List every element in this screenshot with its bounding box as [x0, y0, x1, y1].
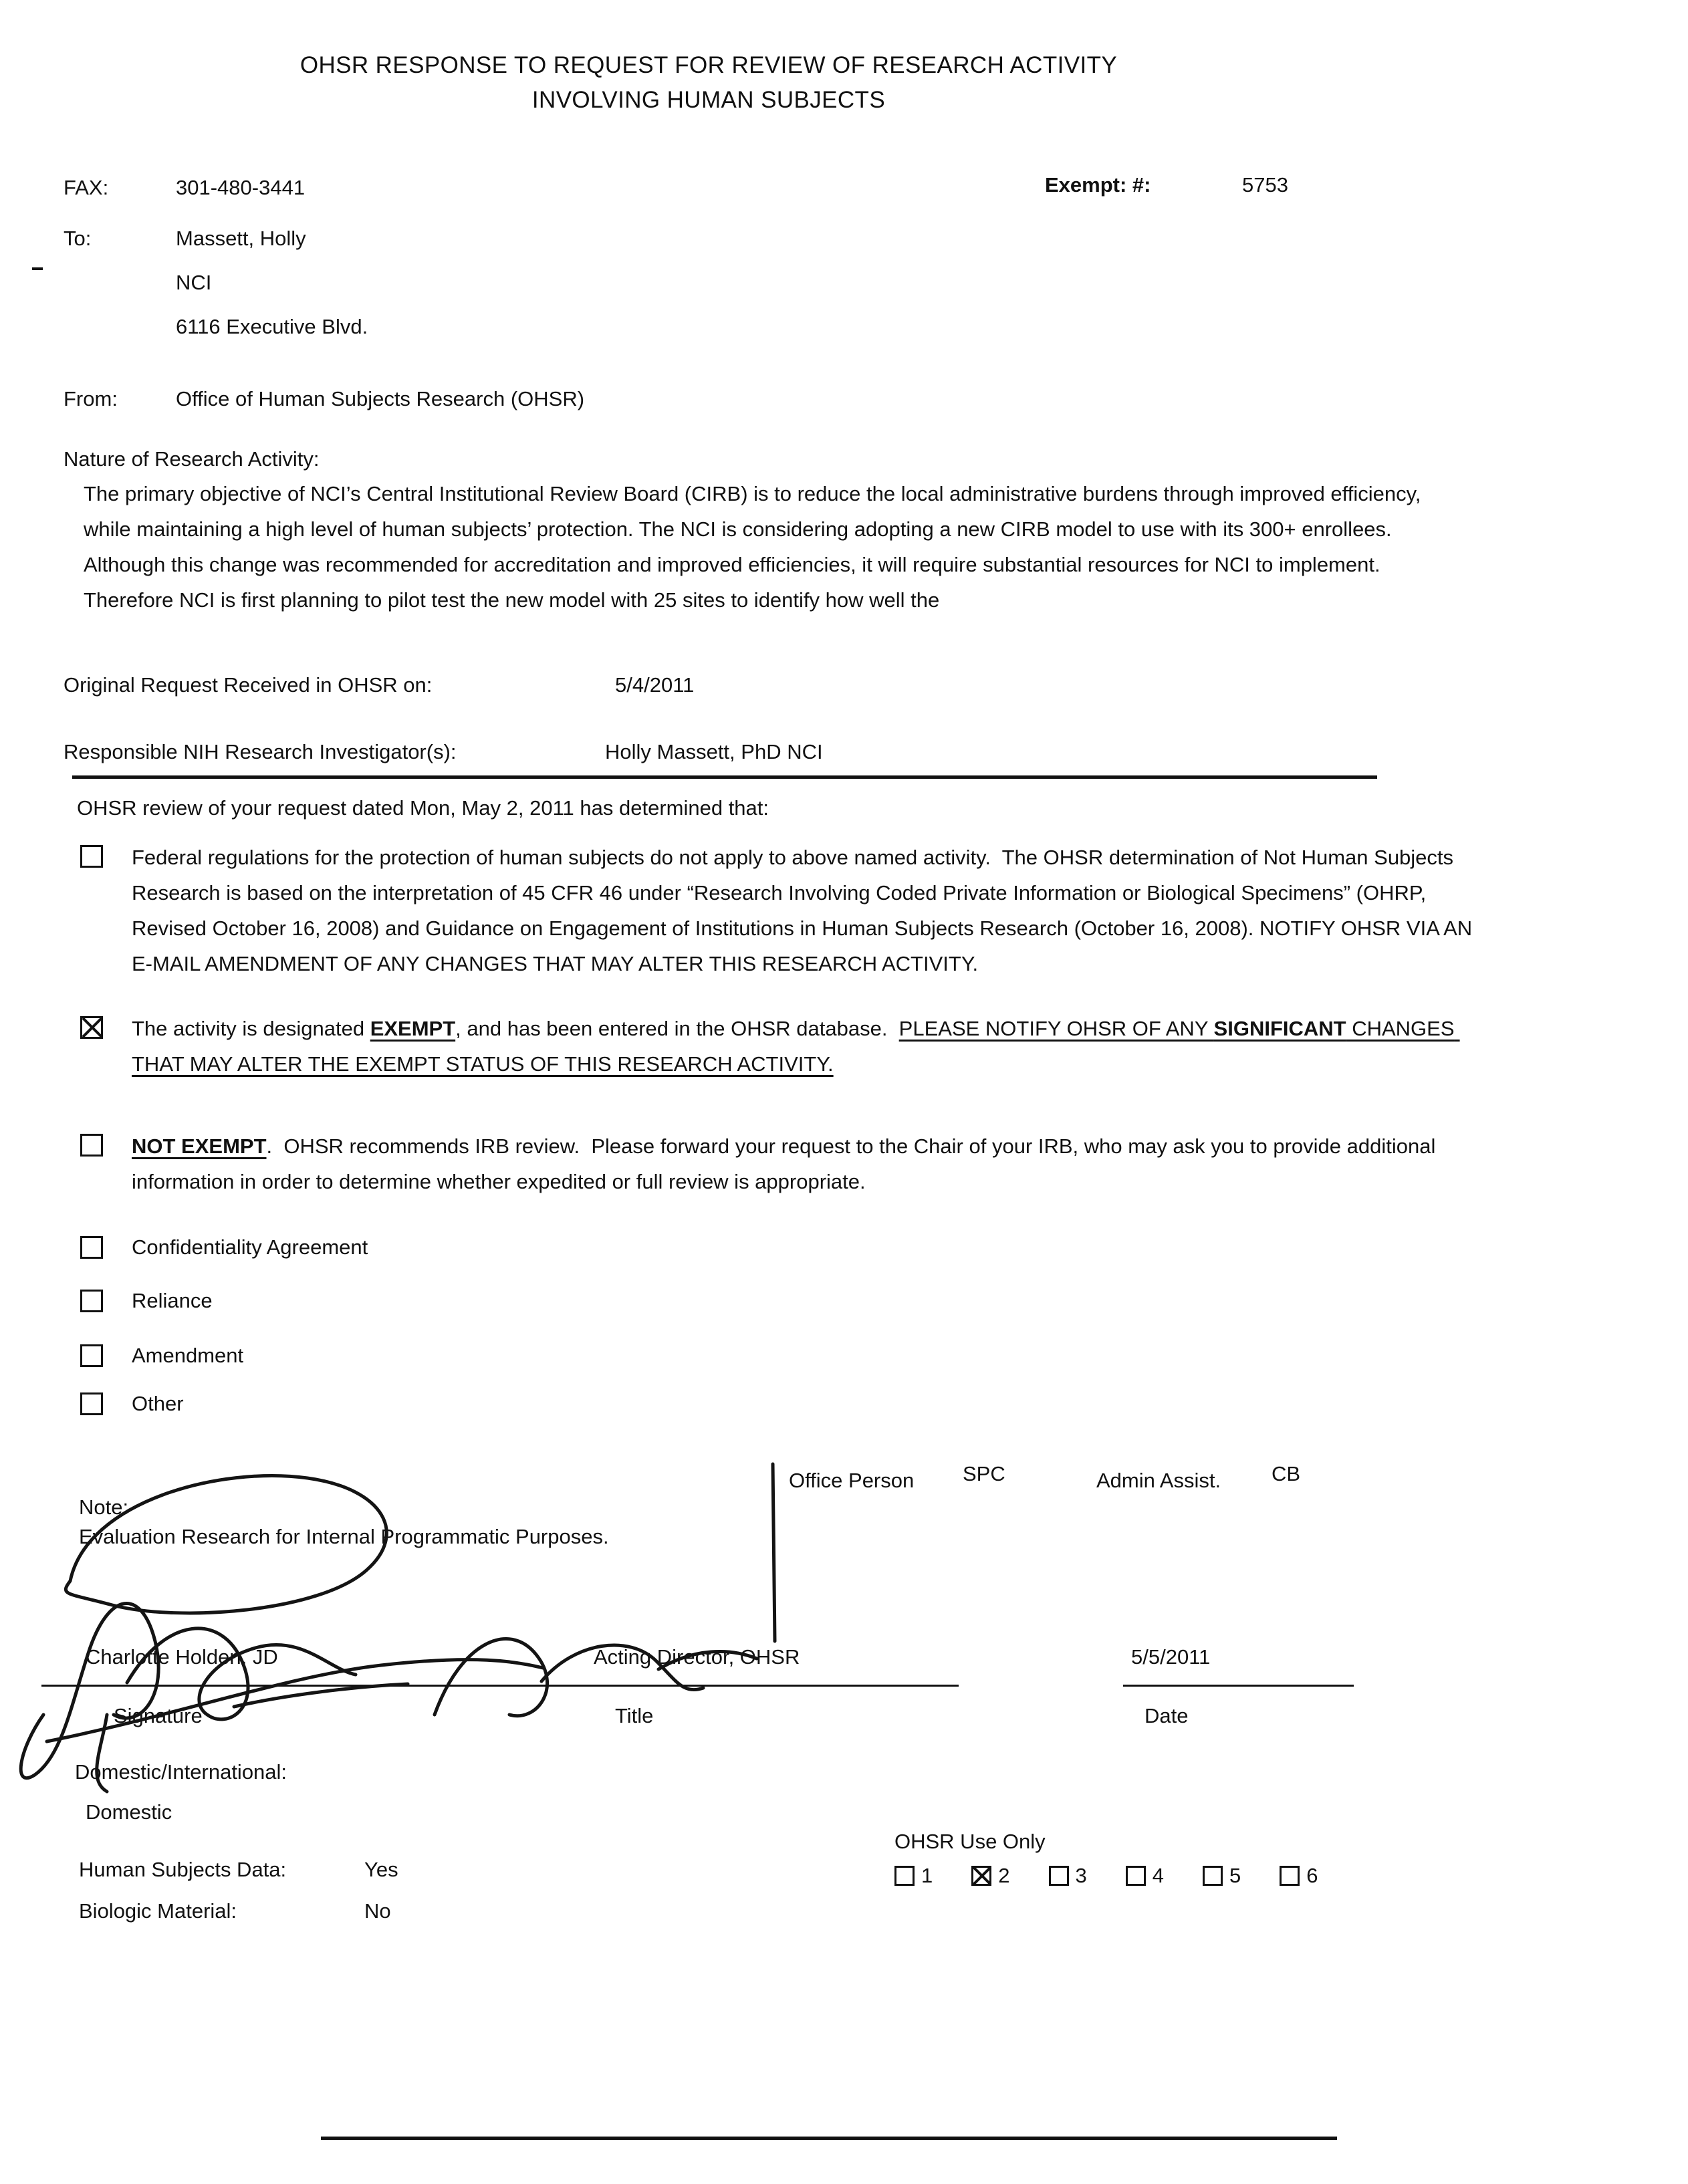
- office-person-label: Office Person: [789, 1469, 915, 1492]
- signature-date-value: 5/5/2011: [1131, 1645, 1211, 1669]
- use-box-5: [1203, 1864, 1241, 1888]
- option-not-exempt: [80, 1128, 1491, 1199]
- biologic-material-label: Biologic Material:: [79, 1899, 237, 1923]
- document-title-line2: INVOLVING HUMAN SUBJECTS: [531, 87, 886, 113]
- option-exempt: [80, 1011, 1491, 1082]
- not-exempt-seg1: NOT EXEMPT: [132, 1134, 267, 1158]
- exempt-seg6: CHANGES THAT MAY ALTER THE EXEMPT STATUS OF THIS RESEARCH ACTIVITY.: [132, 1017, 1460, 1076]
- investigator-label: Responsible NIH Research Investigator(s):: [64, 740, 457, 763]
- use-checkbox-3: [1049, 1866, 1069, 1886]
- use-checkbox-5-label: 5: [1229, 1864, 1241, 1887]
- exempt-seg5: SIGNIFICANT: [1213, 1017, 1346, 1040]
- other-label: Other: [132, 1392, 184, 1415]
- human-subjects-data-label: Human Subjects Data:: [79, 1858, 287, 1881]
- use-checkbox-4-label: 4: [1152, 1864, 1164, 1887]
- admin-assist-label: Admin Assist.: [1096, 1469, 1221, 1492]
- amendment-label: Amendment: [132, 1344, 244, 1367]
- signature-label: Signature: [114, 1704, 203, 1727]
- use-checkbox-4: [1126, 1866, 1146, 1886]
- not-exempt-seg2: . OHSR recommends IRB review. Please forward your request to the Chair of your IRB, who may ask you to provide additional information in order to determine whether expedited or full review is appropriate.: [132, 1134, 1441, 1193]
- use-checkbox-6-label: 6: [1306, 1864, 1318, 1887]
- signature-typed-title: Acting Director, OHSR: [594, 1645, 800, 1669]
- option-confidentiality-agreement: [80, 1235, 368, 1259]
- exempt-seg4: PLEASE NOTIFY OHSR OF ANY: [898, 1017, 1214, 1040]
- date-line: [1123, 1685, 1354, 1687]
- from-value: Office of Human Subjects Research (OHSR): [176, 387, 585, 410]
- signature-line: [41, 1685, 959, 1687]
- use-checkbox-2-label: 2: [998, 1864, 1010, 1887]
- use-checkbox-3-label: 3: [1075, 1864, 1087, 1887]
- exempt-text: [132, 1011, 1491, 1082]
- other-checkbox: [80, 1392, 103, 1415]
- request-received-date: 5/4/2011: [615, 673, 695, 697]
- use-box-6: [1280, 1864, 1318, 1888]
- ohsr-use-only-checkboxes: [894, 1864, 1318, 1888]
- section-divider-line: [72, 775, 1377, 779]
- ohsr-use-only-label: OHSR Use Only: [894, 1830, 1046, 1853]
- use-box-2: [971, 1864, 1009, 1888]
- investigator-value: Holly Massett, PhD NCI: [605, 740, 823, 763]
- exempt-seg3: , and has been entered in the OHSR database.: [455, 1017, 899, 1040]
- option-reliance: [80, 1289, 213, 1313]
- to-org: NCI: [176, 271, 212, 294]
- exempt-seg2: EXEMPT: [370, 1017, 456, 1040]
- scan-artifact-dash: [32, 267, 43, 270]
- amendment-checkbox: [80, 1344, 103, 1367]
- use-checkbox-1-label: 1: [921, 1864, 933, 1887]
- not-human-subjects-text: Federal regulations for the protection of human subjects do not apply to above named activity. The OHSR determination of Not Human Subjects Research is based on the interpretation of 45 CFR 46 under “Research Involving Coded Private Information or Biological Specimens” (OHRP, Revised October 16, 2008) and Guidance on Engagement of Institutions in Human Subjects Research (October 16, 2008). NOTIFY OHSR VIA AN E-MAIL AMENDMENT OF ANY CHANGES THAT MAY ALTER THIS RESEARCH ACTIVITY.: [132, 846, 1478, 975]
- note-label: Note:: [79, 1495, 129, 1519]
- office-person-value: SPC: [963, 1462, 1005, 1485]
- to-label: To:: [64, 227, 92, 250]
- use-checkbox-5: [1203, 1866, 1223, 1886]
- reliance-label: Reliance: [132, 1289, 213, 1312]
- use-checkbox-6: [1280, 1866, 1300, 1886]
- use-box-3: [1049, 1864, 1087, 1888]
- not-human-subjects-checkbox: [80, 845, 103, 868]
- scan-artifact-bottom-line: [321, 2137, 1337, 2140]
- option-not-human-subjects: [80, 840, 1491, 981]
- exempt-number-label: Exempt: #:: [1045, 173, 1151, 197]
- date-label: Date: [1144, 1704, 1189, 1727]
- option-other: [80, 1392, 184, 1416]
- exempt-number-value: 5753: [1242, 173, 1288, 197]
- exempt-seg1: The activity is designated: [132, 1017, 370, 1040]
- confidentiality-label: Confidentiality Agreement: [132, 1235, 368, 1259]
- confidentiality-checkbox: [80, 1236, 103, 1259]
- to-name: Massett, Holly: [176, 227, 306, 250]
- domestic-international-label: Domestic/International:: [75, 1760, 287, 1784]
- admin-assist-value: CB: [1272, 1462, 1301, 1485]
- use-box-4: [1126, 1864, 1164, 1888]
- reliance-checkbox: [80, 1290, 103, 1312]
- request-received-label: Original Request Received in OHSR on:: [64, 673, 433, 697]
- determination-intro: OHSR review of your request dated Mon, May 2, 2011 has determined that:: [77, 796, 769, 820]
- option-amendment: [80, 1344, 243, 1368]
- document-title: [0, 48, 1417, 118]
- title-label: Title: [615, 1704, 654, 1727]
- note-text: Evaluation Research for Internal Programmatic Purposes.: [79, 1525, 609, 1548]
- not-exempt-text: [132, 1128, 1491, 1199]
- biologic-material-value: No: [364, 1899, 391, 1923]
- fax-label: FAX:: [64, 176, 109, 199]
- use-box-1: [894, 1864, 933, 1888]
- nature-label: Nature of Research Activity:: [64, 447, 320, 471]
- domestic-international-value: Domestic: [86, 1800, 172, 1824]
- use-checkbox-1: [894, 1866, 915, 1886]
- not-exempt-checkbox: [80, 1134, 103, 1157]
- from-label: From:: [64, 387, 118, 410]
- human-subjects-data-value: Yes: [364, 1858, 398, 1881]
- signature-typed-name: Charlotte Holden, JD: [86, 1645, 278, 1669]
- fax-value: 301-480-3441: [176, 176, 306, 199]
- exempt-checkbox: [80, 1016, 103, 1039]
- handwritten-signature-ink: [7, 1427, 876, 1802]
- nature-paragraph: The primary objective of NCI’s Central Institutional Review Board (CIRB) is to reduce the local administrative burdens through improved efficiency, while maintaining a high level of human subjects’ protection. The NCI is considering adopting a new CIRB model to use with its 300+ enrollees. Although this change was recommended for accreditation and improved efficiencies, it will require substantial resources for NCI to implement. Therefore NCI is first planning to pilot test the new model with 25 sites to identify how well the: [84, 482, 1427, 612]
- use-checkbox-2: [971, 1866, 991, 1886]
- to-address: 6116 Executive Blvd.: [176, 315, 368, 338]
- document-title-line1: OHSR RESPONSE TO REQUEST FOR REVIEW OF RESEARCH ACTIVITY: [299, 52, 1118, 78]
